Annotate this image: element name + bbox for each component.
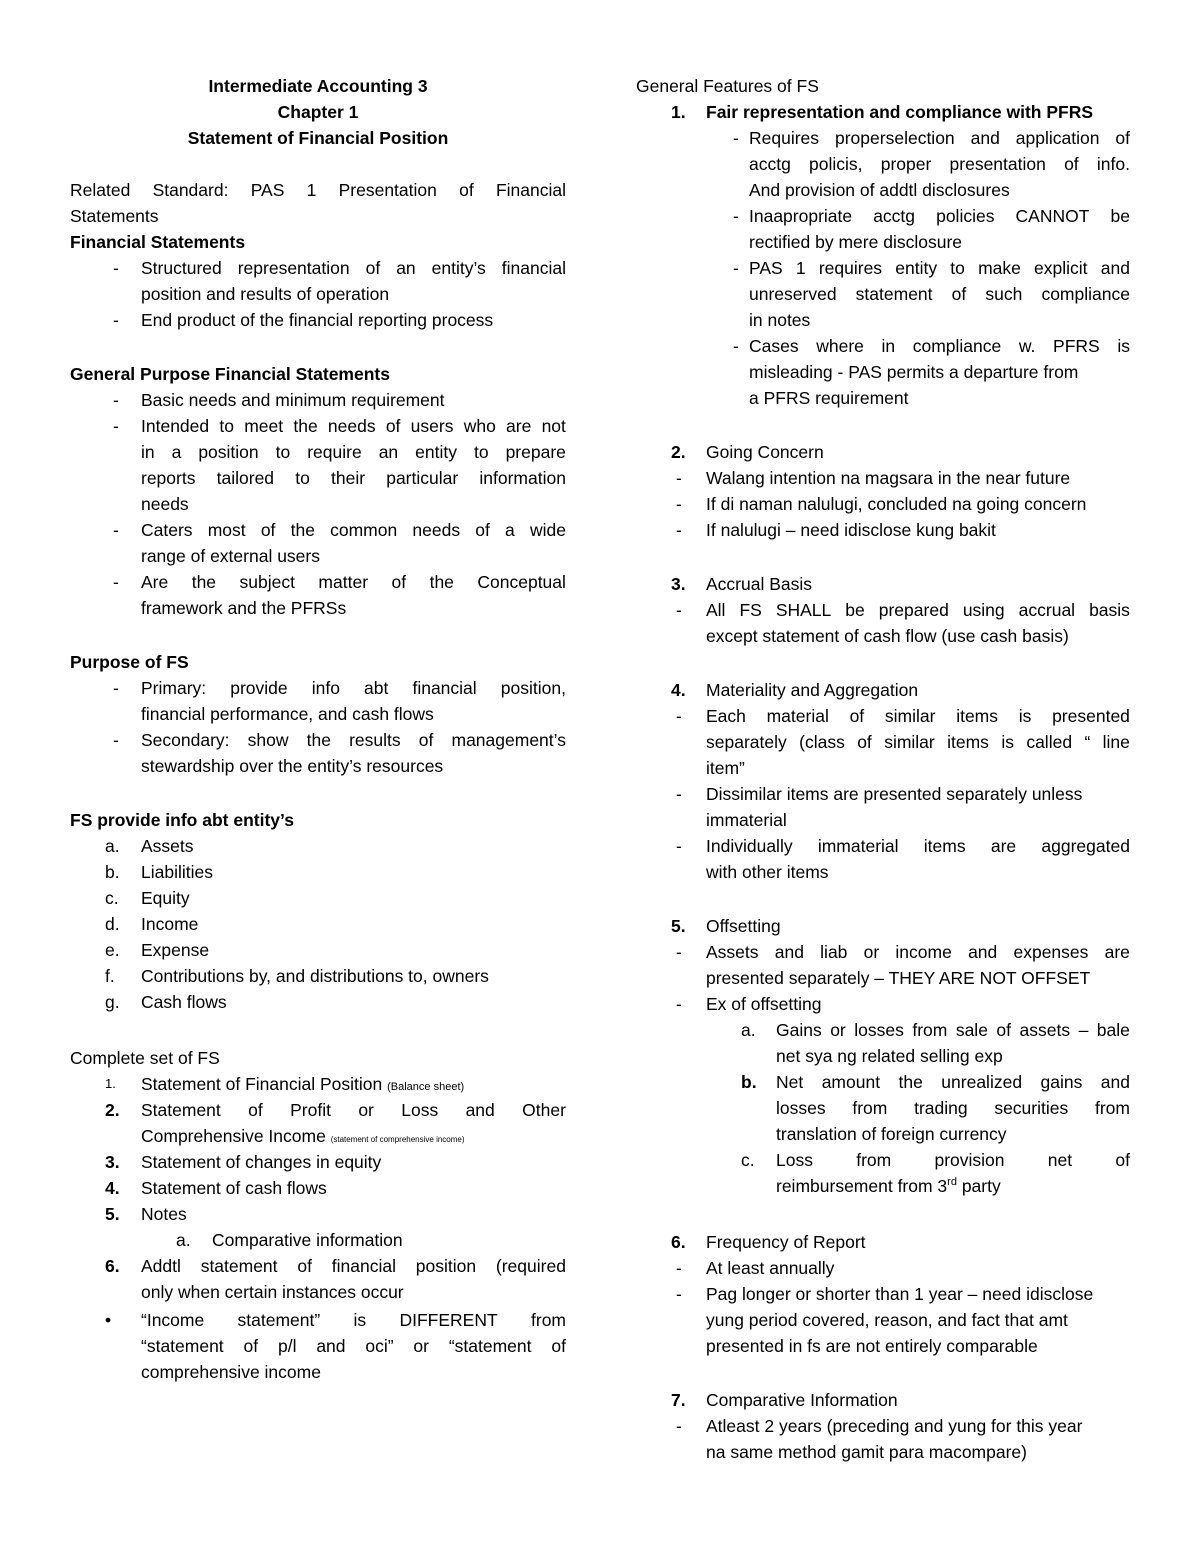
related-standard-line: Related Standard: PAS 1 Presentation of Financial <box>70 180 566 200</box>
list-item: - Basic needs and minimum requirement <box>113 390 445 410</box>
heading-general-features: General Features of FS <box>636 76 819 96</box>
list-item: a. Gains or losses from sale of assets – bale <box>741 1020 1130 1040</box>
list-item: 6. Addtl statement of financial position (required <box>105 1256 566 1276</box>
list-item: - Cases where in compliance w. PFRS is <box>733 336 1130 356</box>
list-item: 5. Notes <box>105 1204 187 1224</box>
list-item: - Dissimilar items are presented separately unless <box>676 784 1083 804</box>
list-item: a. Comparative information <box>176 1230 403 1250</box>
list-item: - At least annually <box>676 1258 835 1278</box>
list-item: - Structured representation of an entity’s financial <box>113 258 566 278</box>
feature-2-title: 2. Going Concern <box>671 442 824 462</box>
heading-complete-set: Complete set of FS <box>70 1048 220 1068</box>
feature-1-title: 1. Fair representation and compliance with PFRS <box>671 102 1094 122</box>
list-item: b. Liabilities <box>105 862 213 882</box>
feature-3-title: 3. Accrual Basis <box>671 574 813 594</box>
heading-financial-statements: Financial Statements <box>70 232 246 252</box>
list-item: • “Income statement” is DIFFERENT from <box>105 1310 566 1330</box>
feature-5-title: 5. Offsetting <box>671 916 781 936</box>
list-item: - Atleast 2 years (preceding and yung for this year <box>676 1416 1083 1436</box>
list-item: - End product of the financial reporting process <box>113 310 494 330</box>
list-item: c. Loss from provision net of <box>741 1150 1130 1170</box>
list-item: - All FS SHALL be prepared using accrual basis <box>676 600 1130 620</box>
list-item: - Each material of similar items is presented <box>676 706 1130 726</box>
list-item: - Inaapropriate acctg policies CANNOT be <box>733 206 1130 226</box>
list-item: d. Income <box>105 914 199 934</box>
list-item: f. Contributions by, and distributions to, owners <box>105 966 489 986</box>
list-item: - Requires properselection and application of <box>733 128 1130 148</box>
list-item: e. Expense <box>105 940 210 960</box>
list-item: - Walang intention na magsara in the near future <box>676 468 1071 488</box>
list-item: 4. Statement of cash flows <box>105 1178 327 1198</box>
list-item: - Are the subject matter of the Conceptual <box>113 572 566 592</box>
related-standard-cont: Statements <box>70 206 159 226</box>
heading-purpose-of-fs: Purpose of FS <box>70 652 189 672</box>
feature-4-title: 4. Materiality and Aggregation <box>671 680 919 700</box>
list-item: a. Assets <box>105 836 194 856</box>
list-item: - Assets and liab or income and expenses are <box>676 942 1130 962</box>
doc-title: Intermediate Accounting 3 <box>208 76 428 96</box>
list-item: b. Net amount the unrealized gains and <box>741 1072 1130 1092</box>
list-item: - Ex of offsetting <box>676 994 822 1014</box>
list-item: - If nalulugi – need idisclose kung bakit <box>676 520 996 540</box>
chapter-title: Chapter 1 <box>277 102 359 122</box>
feature-7-title: 7. Comparative Information <box>671 1390 898 1410</box>
heading-general-purpose: General Purpose Financial Statements <box>70 364 390 384</box>
section-title: Statement of Financial Position <box>187 128 449 148</box>
feature-6-title: 6. Frequency of Report <box>671 1232 866 1252</box>
list-item: c. Equity <box>105 888 190 908</box>
list-item: - Primary: provide info abt financial position, <box>113 678 566 698</box>
list-item: 1. Statement of Financial Position (Balance sheet) <box>105 1074 465 1094</box>
list-item: - PAS 1 requires entity to make explicit and <box>733 258 1130 278</box>
list-item: - Individually immaterial items are aggregated <box>676 836 1130 856</box>
list-item: - Intended to meet the needs of users who are not <box>113 416 566 436</box>
list-item: 3. Statement of changes in equity <box>105 1152 382 1172</box>
list-item: - If di naman nalulugi, concluded na going concern <box>676 494 1087 514</box>
list-item: 2. Statement of Profit or Loss and Other <box>105 1100 566 1120</box>
list-item: - Pag longer or shorter than 1 year – need idisclose <box>676 1284 1094 1304</box>
list-item: - Secondary: show the results of management’s <box>113 730 566 750</box>
list-item: g. Cash flows <box>105 992 227 1012</box>
list-item: - Caters most of the common needs of a wide <box>113 520 566 540</box>
heading-fs-provide-info: FS provide info abt entity’s <box>70 810 294 830</box>
